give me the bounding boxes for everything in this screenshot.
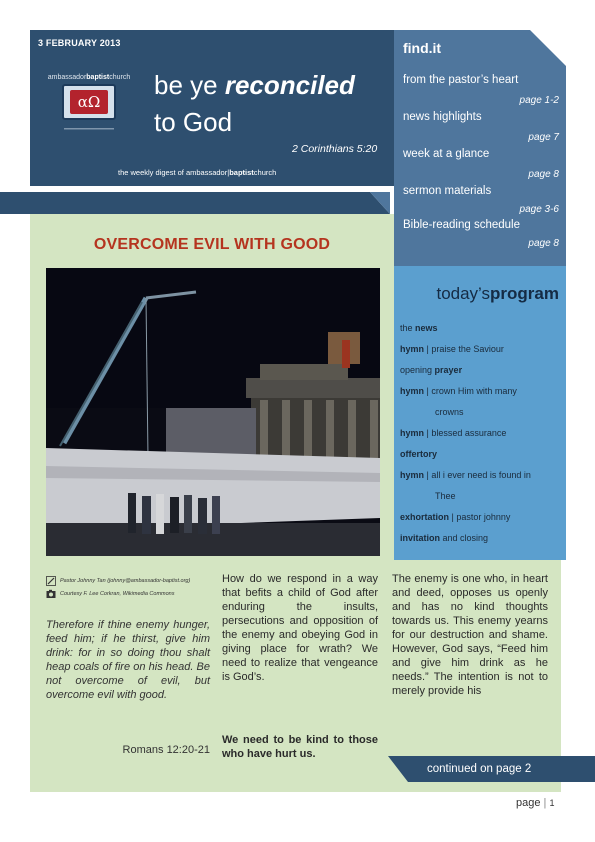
program-item-label: exhortation <box>400 512 450 522</box>
article-body-column-1: How do we respond in a way that befits a child of God after enduring the insults, persecutions and opposition of the enemy and obeying God in giving place for wrath? We need to realize that vengeance is God’s. <box>222 573 378 683</box>
program-item-label: news <box>415 323 438 333</box>
masthead <box>30 30 394 186</box>
program-item-label: invitation <box>400 533 440 543</box>
section-banner-label: from the pastor’s heart <box>38 4 154 16</box>
alpha-omega-icon: αΩ <box>70 90 108 114</box>
page-footer <box>516 797 554 809</box>
program-item-detail: and closing <box>440 533 489 543</box>
program-item-label: prayer <box>434 365 463 375</box>
find-item-news-highlights[interactable]: news highlights <box>403 111 482 123</box>
article-body-emphasis: We need to be kind to those who have hurt us. <box>222 734 378 760</box>
program-item-detail: | praise the Saviour <box>424 344 504 354</box>
page-number: 1 <box>549 798 555 808</box>
program-item-prefix: opening <box>400 365 435 375</box>
program-item-prefix: the <box>400 323 416 333</box>
program-item-label: hymn <box>400 428 425 438</box>
section-banner <box>0 192 390 214</box>
scripture-quote: Therefore if thine enemy hunger, feed him; if he thirst, give him drink: for in so doing thou shalt heap coals of fire on his head. Be not overcome of evil, but overcome evil with good. <box>46 619 210 701</box>
program-item-label: offertory <box>400 449 438 459</box>
footer-divider: | <box>543 797 547 809</box>
program-item <box>400 470 560 480</box>
find-it-title: find.it <box>403 40 442 56</box>
logo-church-name: ambassadorbaptistchurch <box>47 74 131 81</box>
find-page-bible-reading-schedule: page 8 <box>528 238 559 249</box>
masthead-verse-reference: 2 Corinthians 5:20 <box>292 143 378 155</box>
article-photo <box>46 268 380 556</box>
program-item <box>400 533 560 543</box>
logo-emblem <box>62 84 116 120</box>
scripture-reference: Romans 12:20-21 <box>122 744 210 756</box>
program-item <box>400 428 560 438</box>
find-item-week-at-a-glance[interactable]: week at a glance <box>403 148 490 160</box>
issue-date: 3 FEBRUARY 2013 <box>38 38 121 48</box>
program-item-label: hymn <box>400 386 425 396</box>
program-item-detail: | all i ever need is found in <box>424 470 531 480</box>
church-logo <box>34 74 144 144</box>
program-item <box>400 365 560 375</box>
program-item <box>400 344 560 354</box>
program-item-detail: | crown Him with many <box>424 386 517 396</box>
camera-icon <box>46 589 56 599</box>
find-item-pastors-heart[interactable]: from the pastor’s heart <box>403 74 519 86</box>
find-item-sermon-materials[interactable]: sermon materials <box>403 185 492 197</box>
program-item <box>400 386 560 396</box>
program-item <box>435 491 595 501</box>
masthead-subtitle: the weekly digest of ambassador|baptistchurch <box>118 168 277 177</box>
find-page-news-highlights: page 7 <box>528 132 559 143</box>
logo-tagline <box>34 126 144 133</box>
program-item-label: hymn <box>400 470 425 480</box>
pencil-icon <box>46 576 56 586</box>
find-page-sermon-materials: page 3-6 <box>519 204 559 215</box>
find-page-pastors-heart: page 1-2 <box>519 95 559 106</box>
article-headline: OVERCOME EVIL WITH GOOD <box>93 236 331 253</box>
program-item <box>400 449 560 459</box>
masthead-title-line2: to God <box>154 107 233 137</box>
program-item-detail: | blessed assurance <box>424 428 507 438</box>
find-item-bible-reading-schedule[interactable]: Bible-reading schedule <box>403 219 520 231</box>
program-item-detail: Thee <box>435 491 456 501</box>
program-item <box>400 323 560 333</box>
program-item-detail: | pastor johnny <box>449 512 511 522</box>
program-item-detail: crowns <box>435 407 464 417</box>
program-item-label: hymn <box>400 344 425 354</box>
program-item <box>400 512 560 522</box>
article-credits <box>46 576 214 602</box>
program-item <box>435 407 595 417</box>
photo-credit-text: Courtesy F. Lee Corkran, Wikimedia Commons <box>60 591 175 597</box>
find-page-week-at-a-glance: page 8 <box>528 169 559 180</box>
continued-link[interactable]: continued on page 2 <box>427 763 532 775</box>
photo-credit <box>46 589 214 602</box>
author-credit-text: Pastor Johnny Tan (johnny@ambassador-baptist.org) <box>60 578 191 584</box>
page-label: page <box>516 797 541 809</box>
masthead-title-line1: be ye reconciled <box>154 70 355 100</box>
author-credit <box>46 576 214 589</box>
program-title: today’sprogram <box>436 284 559 303</box>
article-body-column-2: The enemy is one who, in heart and deed, opposes us openly and has no kind thoughts towards us. This enemy yearns for our destruction and shame. However, God says, “Feed him and give him drink as he needs.” The intention is not to merely provide his <box>392 573 548 697</box>
